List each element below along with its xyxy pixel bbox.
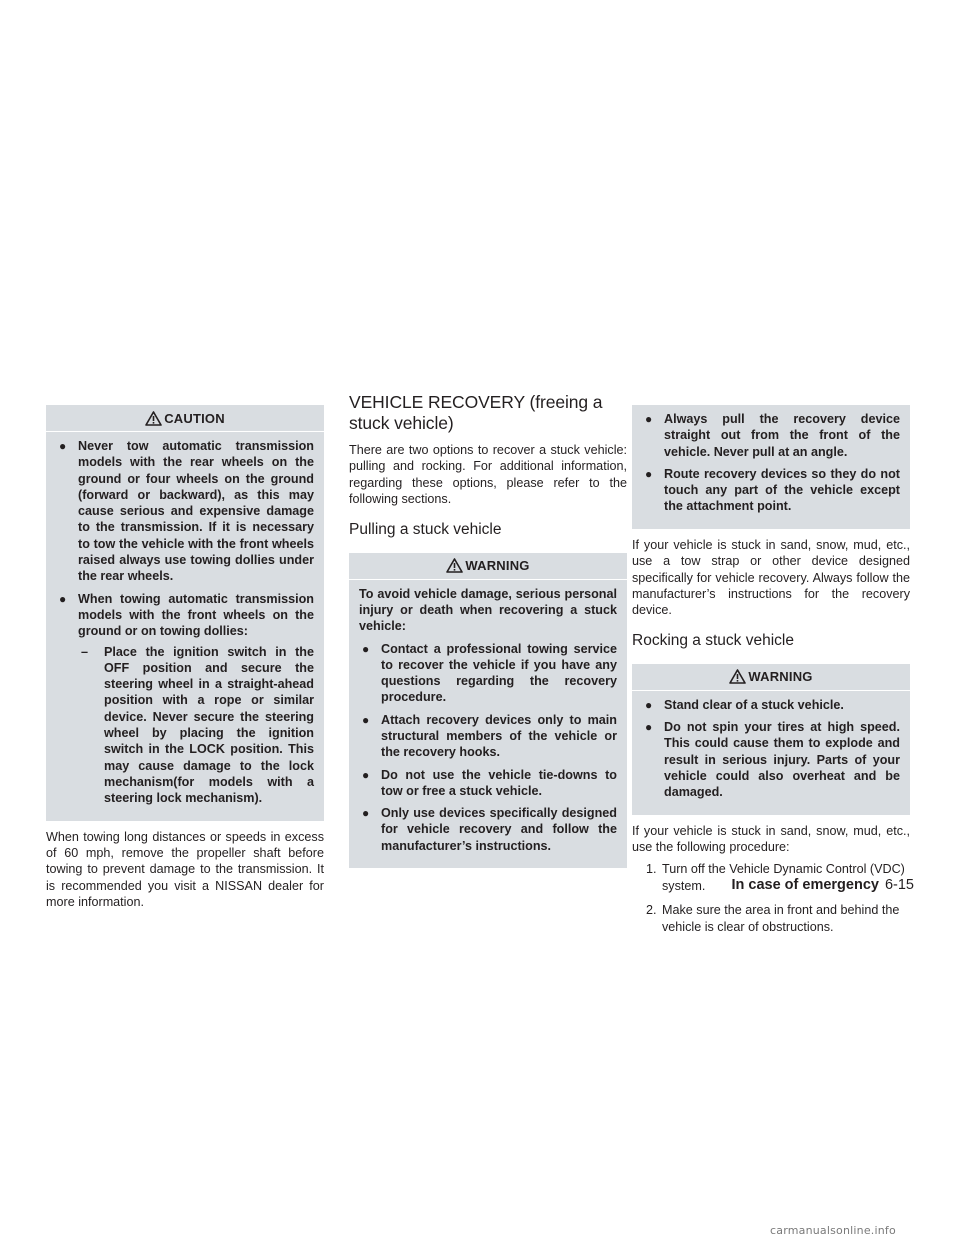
list-item: ● Only use devices specifically designed for vehicle recovery and follow the manufacturer’s instructions. [362, 806, 617, 853]
list-item: ● When towing automatic transmission models with the front wheels on the ground or on towing dollies: – Place the ignition switch in the OFF position and secure the steering wheel in a straight-ahead position with a rope or similar device. Never secure the steering wheel by placing the ignition switch in the LOCK position. This may cause damage to the lock mechanism(for models with a steering lock mechanism). [59, 591, 314, 806]
rocking-steps [632, 861, 910, 935]
list-item: ● Contact a professional towing service to recover the vehicle if you have any questions regarding the recovery procedure. [362, 641, 617, 705]
warning-header [349, 553, 627, 580]
caution-header [46, 405, 324, 432]
section-title: VEHICLE RECOVERY (freeing a stuck vehicle) [349, 392, 603, 433]
pulling-warning-box-continued [632, 405, 910, 529]
rocking-title: Rocking a stuck vehicle [632, 631, 794, 649]
page-number: 6-15 [884, 877, 914, 893]
bullet-icon: ● [59, 439, 67, 453]
bullet-icon: ● [645, 466, 653, 481]
column-right [632, 405, 910, 943]
pulling-paragraph: If your vehicle is stuck in sand, snow, mud, etc., use a tow strap or other device designed specifically for vehicle recovery. Always follow the manufacturer’s instructions for the recovery device. [632, 537, 910, 618]
list-item: – Place the ignition switch in the OFF position and secure the steering wheel in a straight-ahead position with a rope or similar device. Never secure the steering wheel by placing the ignition switch in the LOCK position. This may cause damage to the lock mechanism(for models with a steering lock mechanism). [81, 644, 314, 806]
bullet-icon: ● [645, 697, 653, 712]
caution-box [46, 405, 324, 821]
bullet-icon: ● [362, 767, 370, 782]
rocking-paragraph: If your vehicle is stuck in sand, snow, mud, etc., use the following procedure: [632, 823, 910, 854]
dash-icon: – [81, 644, 89, 659]
column-left [46, 405, 324, 911]
list-item: ● Never tow automatic transmission models with the rear wheels on the ground or four wheels on the ground (forward or backward), as this may cause serious and expensive damage to the transmission. If it is necessary to tow the vehicle with the front wheels raised always use towing dollies under the rear wheels. [59, 439, 314, 584]
warning-triangle-icon [729, 669, 746, 684]
rocking-warning-list [642, 697, 900, 801]
footer-section: In case of emergency [731, 877, 879, 893]
bullet-icon: ● [59, 591, 67, 606]
caution-list [56, 438, 314, 807]
list-item: ● Do not use the vehicle tie-downs to tow or free a stuck vehicle. [362, 767, 617, 798]
page-footer [704, 877, 914, 893]
warning-triangle-icon [145, 411, 162, 426]
recovery-intro: There are two options to recover a stuck vehicle: pulling and rocking. For additional information, regarding these options, please refer to the following sections. [349, 443, 627, 507]
caution-label: CAUTION [164, 410, 225, 426]
bullet-icon: ● [362, 806, 370, 821]
warning-intro: To avoid vehicle damage, serious personal injury or death when recovering a stuck vehicle: [359, 586, 617, 634]
warning-triangle-icon [446, 558, 463, 573]
column-middle [349, 392, 627, 868]
pulling-warning-list-continued [642, 411, 900, 515]
pulling-warning-list [359, 641, 617, 855]
bullet-icon: ● [645, 720, 653, 735]
list-item: 1. Turn off the Vehicle Dynamic Control (VDC) system. [646, 862, 905, 893]
list-item: ● Stand clear of a stuck vehicle. [645, 697, 844, 712]
warning-header [632, 664, 910, 691]
list-item: ● Route recovery devices so they do not touch any part of the vehicle except the attachment point. [645, 466, 900, 514]
pulling-title: Pulling a stuck vehicle [349, 520, 502, 538]
warning-label: WARNING [465, 558, 530, 574]
caution-sublist [78, 644, 314, 807]
watermark: carmanualsonline.info [770, 1224, 896, 1237]
bullet-icon: ● [362, 712, 370, 727]
list-item: 2. Make sure the area in front and behind the vehicle is clear of obstructions. [646, 903, 900, 934]
pulling-warning-box [349, 553, 627, 868]
list-item: ● Do not spin your tires at high speed. This could cause them to explode and result in serious injury. Parts of your vehicle could also overheat and be damaged. [645, 720, 900, 800]
list-item: ● Always pull the recovery device straight out from the front of the vehicle. Never pull at an angle. [645, 412, 900, 459]
bullet-icon: ● [362, 641, 370, 656]
towing-paragraph: When towing long distances or speeds in excess of 60 mph, remove the propeller shaft before towing to prevent damage to the transmission. It is recommended you visit a NISSAN dealer for more information. [46, 829, 324, 910]
rocking-warning-box [632, 664, 910, 815]
warning-label: WARNING [748, 669, 813, 685]
list-item: ● Attach recovery devices only to main structural members of the vehicle or the recovery hooks. [362, 712, 617, 760]
bullet-icon: ● [645, 412, 653, 426]
